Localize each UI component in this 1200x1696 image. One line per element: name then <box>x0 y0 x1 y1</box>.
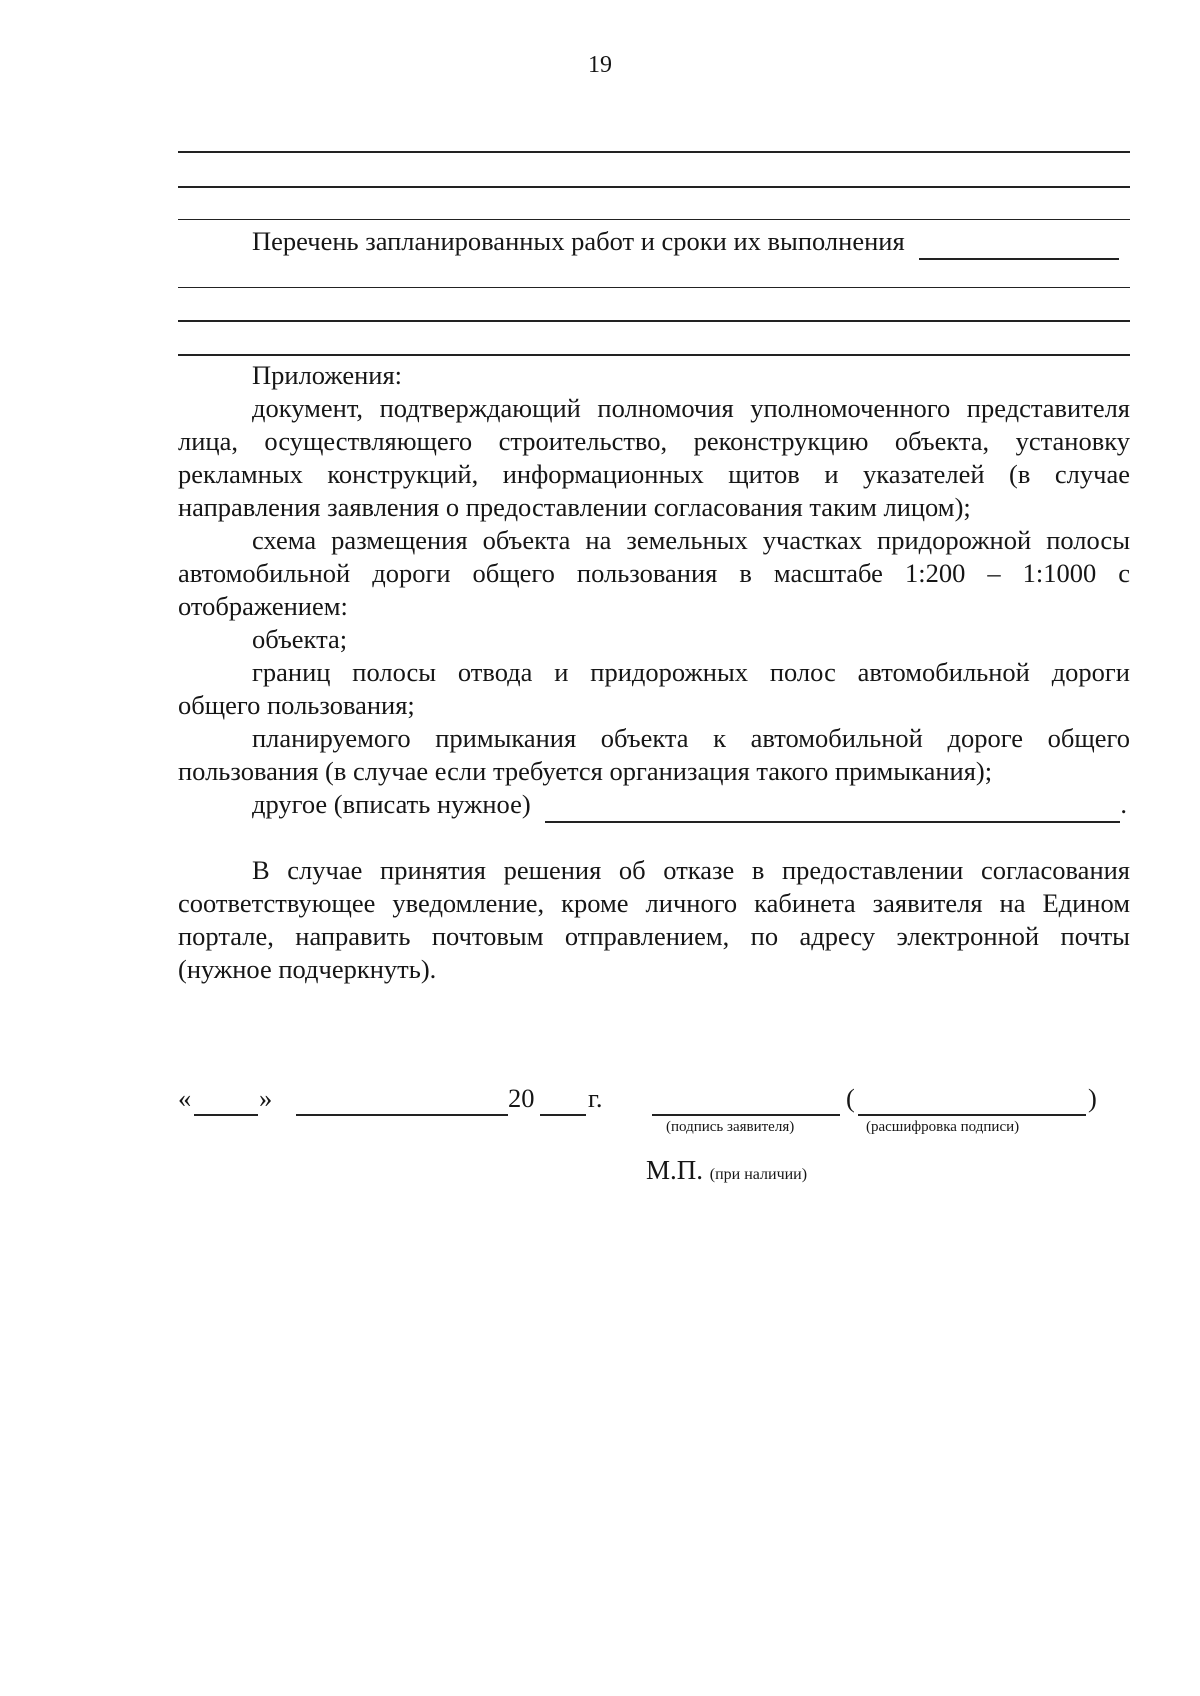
stamp-line <box>646 1155 807 1186</box>
doc-line-2: лица, осуществляющего строительство, реконструкцию объекта, установку <box>178 426 1130 456</box>
other-end: . <box>1120 789 1127 819</box>
signature-field[interactable] <box>652 1083 840 1116</box>
scheme-line-2: автомобильной дороги общего пользования в масштабе 1:200 – 1:1000 с <box>178 558 1130 588</box>
blank-line-5[interactable] <box>178 320 1130 322</box>
month-field[interactable] <box>296 1083 508 1116</box>
scheme-line-1: схема размещения объекта на земельных участках придорожной полосы <box>252 525 1130 555</box>
day-field[interactable] <box>194 1083 258 1116</box>
quote-open: « <box>178 1083 192 1113</box>
works-fill-line[interactable] <box>919 225 1119 260</box>
doc-line-1: документ, подтверждающий полномочия уполномоченного представителя <box>252 393 1130 423</box>
other-fill-line[interactable] <box>545 788 1120 823</box>
doc-line-3: рекламных конструкций, информационных щитов и указателей (в случае <box>178 459 1130 489</box>
stamp-note: (при наличии) <box>709 1166 808 1183</box>
other-line <box>178 788 1130 823</box>
works-label: Перечень запланированных работ и сроки их выполнения <box>252 226 905 256</box>
junction-line-2: пользования (в случае если требуется организация такого примыкания); <box>178 756 993 786</box>
doc-line-4: направления заявления о предоставлении согласования таким лицом); <box>178 492 971 522</box>
blank-line-6[interactable] <box>178 354 1130 356</box>
attachments-heading: Приложения: <box>252 360 403 390</box>
paren-close: ) <box>1088 1083 1097 1113</box>
year-field[interactable] <box>540 1083 586 1116</box>
blank-line-4[interactable] <box>178 287 1130 288</box>
signature-caption: (подпись заявителя) <box>666 1119 795 1135</box>
signature-decode-field[interactable] <box>858 1083 1086 1116</box>
refusal-line-4: (нужное подчеркнуть). <box>178 954 437 984</box>
borders-line-1: границ полосы отвода и придорожных полос автомобильной дороги <box>252 657 1130 687</box>
scheme-line-3: отображением: <box>178 591 348 621</box>
blank-line-3[interactable] <box>178 219 1130 220</box>
refusal-line-1: В случае принятия решения об отказе в предоставлении согласования <box>252 855 1130 885</box>
page-number: 19 <box>588 52 612 78</box>
works-label-line <box>178 225 1130 260</box>
stamp-label: М.П. <box>646 1155 704 1185</box>
refusal-line-2: соответствующее уведомление, кроме личного кабинета заявителя на Едином <box>178 888 1130 918</box>
junction-line-1: планируемого примыкания объекта к автомобильной дороге общего <box>252 723 1130 753</box>
decode-caption: (расшифровка подписи) <box>866 1119 1020 1135</box>
blank-line-1[interactable] <box>178 151 1130 153</box>
other-label: другое (вписать нужное) <box>252 789 531 819</box>
blank-line-2[interactable] <box>178 186 1130 188</box>
year-prefix: 20 <box>508 1083 535 1113</box>
paren-open: ( <box>846 1083 855 1113</box>
borders-line-2: общего пользования; <box>178 690 415 720</box>
quote-close: » <box>259 1083 273 1113</box>
refusal-line-3: портале, направить почтовым отправлением, по адресу электронной почты <box>178 921 1130 951</box>
year-suffix: г. <box>588 1083 603 1113</box>
object-line: объекта; <box>252 624 348 654</box>
